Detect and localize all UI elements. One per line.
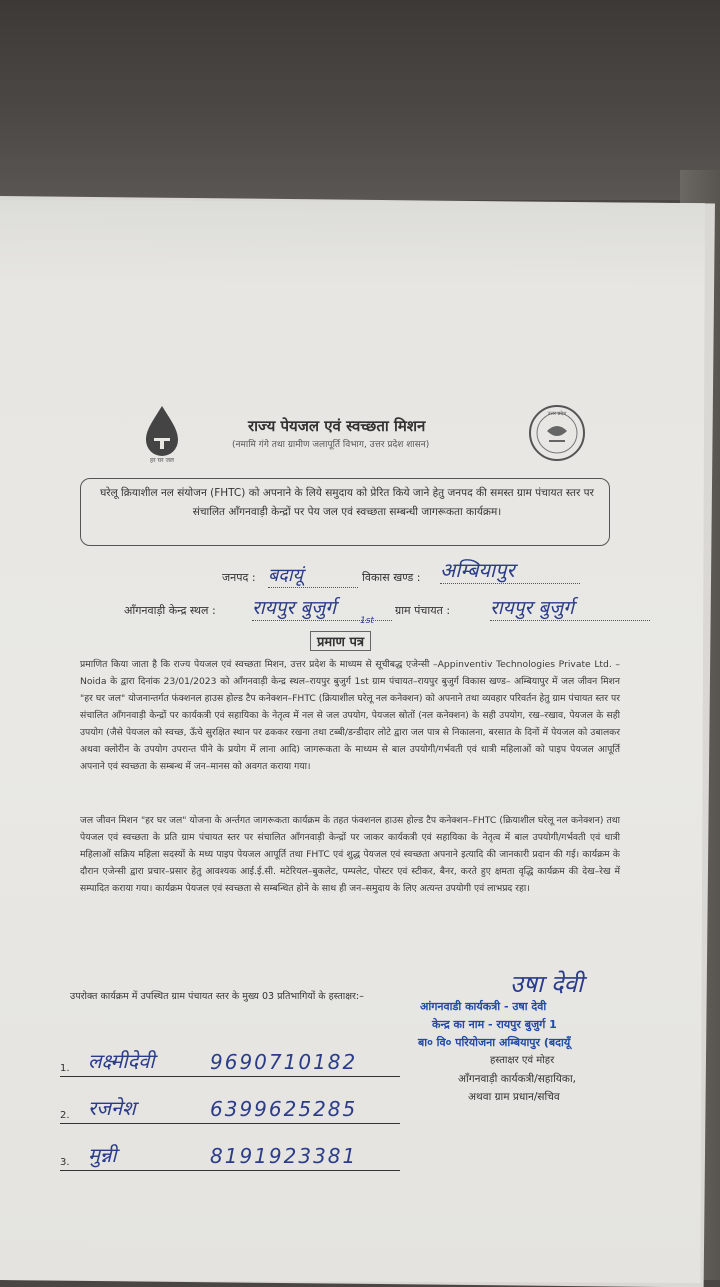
participant-phone: 9690710182: [210, 1050, 358, 1074]
signature-seal-caption: हस्ताक्षर एवं मोहर: [490, 1055, 555, 1066]
center-name-stamp: केन्द्र का नाम - रायपुर बुजुर्ग 1: [432, 1018, 557, 1031]
up-government-seal-icon: [527, 403, 587, 463]
svg-text:हर घर जल: हर घर जल: [150, 457, 174, 464]
participant-row: [60, 1030, 400, 1077]
anganwadi-signature-block: [420, 970, 660, 1106]
certificate-paragraph-2: जल जीवन मिशन "हर घर जल" योजना के अर्न्तगत जागरूकता कार्यक्रम के तहत फंक्शनल हाउस होल्ड टैप कनेक्शन–FHTC (क्रियाशील घरेलू नल कनेक्शन) तथा पेयजल एवं स्वच्छता के प्रति ग्राम पंचायत स्तर पर संचालित आँगनवाड़ी केन्द्रों पर जाकर कार्यकत्री एवं सहायिका के नेतृत्व में बाल उपयोगी/गर्भवती एवं धात्री महिलाओं सक्रिय महिला सदस्यों के मध्य पाइप पेयजल आपूर्ति तथा FHTC एवं शुद्ध पेयजल एवं स्वच्छता अपनाने इत्यादि की जानकारी प्रदान की गई। कार्यक्रम के दौरान एजेन्सी द्वारा प्रचार–प्रसार हेतु आवश्यक आई.ई.सी. मटेरियल–बुकलेट, पम्पलेट, पोस्टर एवं स्टीकर, बैनर, करते हुए क्षमता वृद्धि कार्यक्रम की देख–रेख में सम्पादित कराया गया। कार्यक्रम पेयजल एवं स्वच्छता से सम्बन्धित होने के साथ ही जन–समुदाय के लिए अत्यन्त उपयोगी एवं लाभप्रद रहा।: [80, 815, 620, 894]
mission-title: राज्य पेयजल एवं स्वच्छता मिशन: [248, 417, 426, 435]
center-value: रायपुर बुजुर्ग: [252, 594, 392, 621]
participant-phone: 6399625285: [210, 1097, 358, 1121]
gram-panchayat-label: ग्राम पंचायत :: [395, 604, 451, 617]
center-label: आँगनवाड़ी केन्द्र स्थल :: [124, 604, 216, 617]
department-subtitle: (नमामि गंगे तथा ग्रामीण जलापूर्ति विभाग, उत्तर प्रदेश शासन): [232, 440, 430, 450]
participant-name: रजनेश: [88, 1096, 136, 1120]
participant-number: 3.: [60, 1157, 70, 1168]
participants-heading: उपरोक्त कार्यक्रम में उपस्थित ग्राम पंचायत स्तर के मुख्य 03 प्रतिभागियों के हस्ताक्षर:–: [70, 991, 364, 1002]
participant-number: 2.: [60, 1110, 70, 1121]
center-number: 1st: [360, 616, 374, 626]
certificate-paragraph-1: प्रमाणित किया जाता है कि राज्य पेयजल एवं स्वच्छता मिशन, उत्तर प्रदेश के माध्यम से सूचीबद्ध एजेन्सी –Appinventiv Technologies Private Ltd. – Noida के द्वारा दिनांक 23/01/2023 को आँगनवाड़ी केन्द्र स्थल–रायपुर बुजुर्ग 1st ग्राम पंचायत–रायपुर बुजुर्ग विकास खण्ड– अम्बियापुर में जल जीवन मिशन "हर घर जल" योजनान्तर्गत फंक्शनल हाउस होल्ड टैप कनेक्शन–FHTC (क्रियाशील घरेलू नल कनेक्शन) को अपनाने तथा व्यवहार परिवर्तन हेतु ग्राम पंचायत स्तर पर संचालित आँगनवाड़ी केन्द्रों पर कार्यकत्री एवं सहायिका के नेतृत्व में नल से जल उपयोग, पेयजल स्रोतों (नल कनेक्शन) के सही उपयोग, रख–रखाव, पेयजल के सही उपयोग (जैसे पेयजल को स्वच्छ, ऊँचे सुरक्षित स्थान पर ढककर रखना तथा टब्बी/डन्डीदार लोटे द्वारा जल पात्र से निकालना, बरसात के दिनों में पेयजल को उबालकर अथवा क्लोरीन के उपयोग उपरान्त पीने के प्रयोग में लाना आदि) जागरूकता के माध्यम से बाल उपयोगी/गर्भवती एवं धात्री महिलाओं को पाइप पेयजल आपूर्ति अपनाने एवं स्वच्छता के सम्बन्ध में जन–मानस को अवगत कराया गया।: [80, 659, 620, 772]
participant-row: [60, 1124, 400, 1171]
signatory-alt-role: अथवा ग्राम प्रधान/सचिव: [468, 1091, 560, 1103]
certificate-title: प्रमाण पत्र: [310, 631, 371, 651]
participant-phone: 8191923381: [210, 1144, 358, 1168]
signatory-role: आँगनवाड़ी कार्यकत्री/सहायिका,: [458, 1073, 577, 1085]
block-label: विकास खण्ड :: [362, 571, 421, 584]
district-value: बदायूं: [268, 563, 358, 588]
gram-panchayat-value: रायपुर बुजुर्ग: [490, 594, 650, 621]
participant-name: मुन्नी: [88, 1143, 117, 1167]
participant-row: [60, 1077, 400, 1124]
handwritten-signature: उषा देवी: [510, 970, 584, 998]
participant-number: 1.: [60, 1063, 70, 1074]
participants-list: [60, 1030, 400, 1171]
background-surface: [0, 0, 720, 200]
participant-name: लक्ष्मीदेवी: [88, 1049, 155, 1073]
worker-name-stamp: आंगनवाडी कार्यकत्री - उषा देवी: [420, 1000, 547, 1013]
district-label: जनपद :: [222, 571, 256, 584]
program-description: घरेलू क्रियाशील नल संयोजन (FHTC) को अपनाने के लिये समुदाय को प्रेरित किये जाने हेतु जनपद की समस्त ग्राम पंचायत स्तर पर संचालित आँगनवाड़ी केन्द्रों पर पेय जल एवं स्वच्छता सम्बन्धी जागरूकता कार्यक्रम।: [100, 487, 594, 518]
jal-mission-logo-icon: [138, 404, 186, 466]
svg-text:उत्तर प्रदेश: उत्तर प्रदेश: [547, 411, 567, 417]
block-value: अम्बियापुर: [440, 556, 580, 584]
project-stamp: बा० वि० परियोजना अम्बियापुर (बदायूँ: [418, 1036, 571, 1049]
